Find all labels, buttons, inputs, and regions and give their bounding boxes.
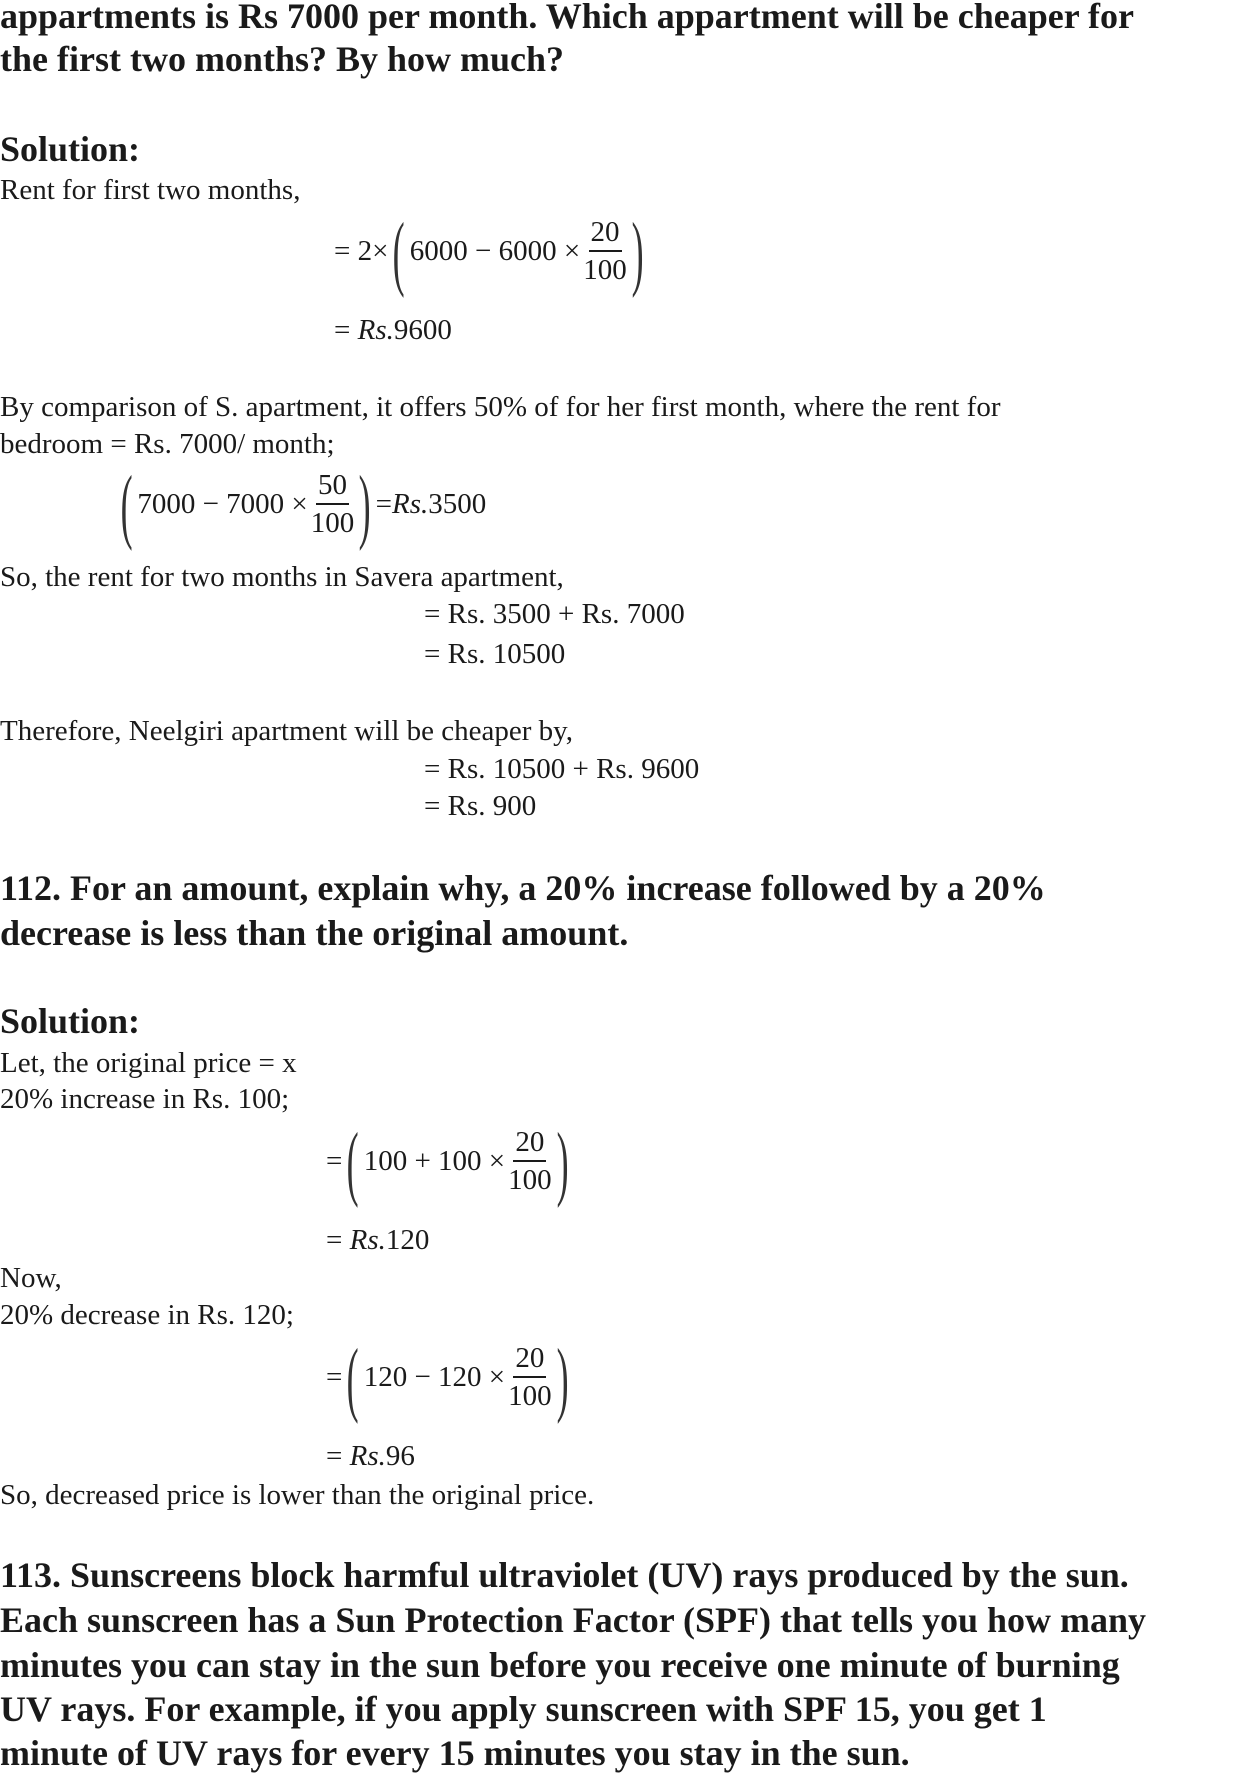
solution-text: Let, the original price = x <box>0 1047 297 1079</box>
value: 3500 <box>428 487 487 520</box>
fraction <box>583 214 627 289</box>
question-113-line: minutes you can stay in the sun before you receive one minute of burning <box>0 1645 1120 1685</box>
equation-line: = Rs. 3500 + Rs. 7000 <box>424 598 685 630</box>
equation-line: = Rs. 900 <box>424 790 537 822</box>
eq-sign: = <box>326 1440 350 1472</box>
eq-prefix: = 2× <box>334 234 389 267</box>
value: 120 <box>385 1224 430 1256</box>
equation-line: = Rs. 10500 + Rs. 9600 <box>424 753 700 785</box>
equation-savera-first-month <box>116 457 487 552</box>
left-paren: ( <box>347 1330 360 1425</box>
numerator: 50 <box>316 467 349 505</box>
denominator: 100 <box>508 1164 552 1197</box>
right-paren: ) <box>556 1330 569 1425</box>
numerator: 20 <box>513 1340 546 1378</box>
left-paren: ( <box>347 1114 360 1209</box>
solution-text: So, decreased price is lower than the original price. <box>0 1479 595 1511</box>
left-paren: ( <box>393 204 406 299</box>
question-113-line: 113. Sunscreens block harmful ultraviolet (UV) rays produced by the sun. <box>0 1555 1129 1595</box>
question-112-line1: 112. For an amount, explain why, a 20% increase followed by a 20% <box>0 868 1046 908</box>
denominator: 100 <box>508 1380 552 1413</box>
equation-increase <box>326 1114 573 1209</box>
equation-result <box>326 1226 429 1255</box>
equation-result <box>326 1442 415 1471</box>
solution-heading: Solution: <box>0 129 141 169</box>
eq-body: 120 − 120 × <box>363 1360 506 1393</box>
eq-body: 7000 − 7000 × <box>137 487 308 520</box>
eq-sign: = <box>334 314 358 346</box>
equation-line: = Rs. 10500 <box>424 638 566 670</box>
solution-text: By comparison of S. apartment, it offers 50% of for her first month, where the rent for <box>0 391 1001 423</box>
rs-label: Rs. <box>391 487 429 520</box>
fraction <box>508 1124 552 1199</box>
question-113-line: UV rays. For example, if you apply sunscreen with SPF 15, you get 1 <box>0 1689 1047 1729</box>
eq-prefix: = <box>326 1360 343 1393</box>
fraction <box>311 467 355 542</box>
right-paren: ) <box>631 204 644 299</box>
value: 9600 <box>393 314 452 346</box>
solution-heading: Solution: <box>0 1001 141 1041</box>
eq-body: 100 + 100 × <box>363 1144 506 1177</box>
solution-text: bedroom = Rs. 7000/ month; <box>0 428 335 460</box>
equation-result <box>334 316 452 345</box>
solution-text: So, the rent for two months in Savera apartment, <box>0 561 564 593</box>
equation-rent-neelgiri <box>334 204 648 299</box>
solution-text: Rent for first two months, <box>0 174 301 206</box>
denominator: 100 <box>310 507 355 540</box>
rs-label: Rs. <box>349 1440 386 1472</box>
eq-sign: = <box>326 1224 350 1256</box>
question-111-line2: the first two months? By how much? <box>0 39 565 79</box>
question-113-line: Each sunscreen has a Sun Protection Factor (SPF) that tells you how many <box>0 1600 1147 1640</box>
question-112-line2: decrease is less than the original amount. <box>0 913 629 953</box>
rs-label: Rs. <box>357 314 394 346</box>
question-111-line1: appartments is Rs 7000 per month. Which appartment will be cheaper for <box>0 0 1134 36</box>
solution-text: 20% decrease in Rs. 120; <box>0 1299 294 1331</box>
question-113-line: minute of UV rays for every 15 minutes you stay in the sun. <box>0 1733 910 1773</box>
value: 96 <box>385 1440 415 1472</box>
solution-text: Now, <box>0 1262 62 1294</box>
fraction <box>508 1340 552 1415</box>
rs-label: Rs. <box>349 1224 386 1256</box>
eq-prefix: = <box>326 1144 343 1177</box>
numerator: 20 <box>589 214 622 252</box>
equation-decrease <box>326 1330 573 1425</box>
numerator: 20 <box>513 1124 546 1162</box>
eq-body: 6000 − 6000 × <box>409 234 581 267</box>
solution-text: 20% increase in Rs. 100; <box>0 1083 290 1115</box>
eq-sign: = <box>375 487 392 520</box>
denominator: 100 <box>583 254 627 287</box>
solution-text: Therefore, Neelgiri apartment will be cheaper by, <box>0 715 574 747</box>
right-paren: ) <box>358 457 371 552</box>
right-paren: ) <box>556 1114 569 1209</box>
left-paren: ( <box>120 457 133 552</box>
